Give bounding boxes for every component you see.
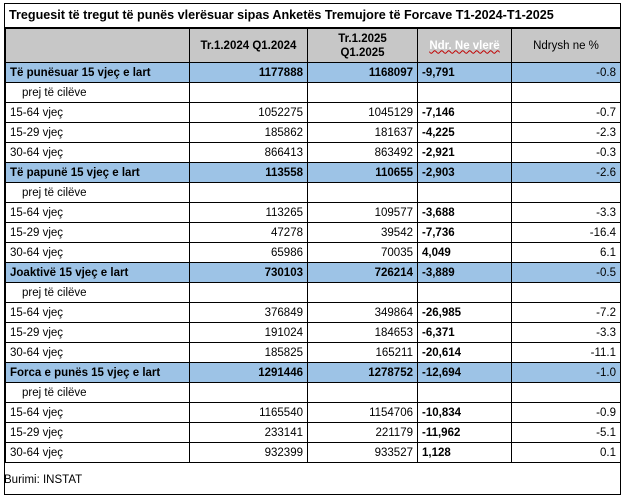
header-row bbox=[6, 29, 621, 63]
value-percent: -2.6 bbox=[512, 163, 621, 183]
section-row bbox=[6, 363, 621, 383]
subheader-row bbox=[6, 383, 621, 403]
value-percent: -2.3 bbox=[512, 123, 621, 143]
value-q1-2024: 1177888 bbox=[190, 63, 308, 83]
subheader-label: prej të cilëve bbox=[6, 383, 190, 403]
value-diff: -2,903 bbox=[418, 163, 512, 183]
section-label: Të punësuar 15 vjeç e lart bbox=[6, 63, 190, 83]
value-diff: -3,688 bbox=[418, 203, 512, 223]
empty-cell bbox=[418, 283, 512, 303]
section-label: Joaktivë 15 vjeç e lart bbox=[6, 263, 190, 283]
table-row bbox=[6, 403, 621, 423]
value-q1-2025: 1278752 bbox=[308, 363, 418, 383]
labour-market-table bbox=[5, 28, 621, 463]
value-percent: -0.7 bbox=[512, 103, 621, 123]
header-q1-2024: Tr.1.2024 Q1.2024 bbox=[190, 29, 308, 63]
table-row bbox=[6, 303, 621, 323]
value-q1-2024: 113558 bbox=[190, 163, 308, 183]
header-q1-2025 bbox=[308, 29, 418, 63]
empty-cell bbox=[512, 283, 621, 303]
section-label: Forca e punës 15 vjeç e lart bbox=[6, 363, 190, 383]
value-percent: 0.1 bbox=[512, 443, 621, 463]
section-row bbox=[6, 163, 621, 183]
value-diff: -26,985 bbox=[418, 303, 512, 323]
row-label: 15-64 vjeç bbox=[6, 203, 190, 223]
table-row bbox=[6, 143, 621, 163]
table-row bbox=[6, 223, 621, 243]
value-q1-2024: 1052275 bbox=[190, 103, 308, 123]
row-label: 15-64 vjeç bbox=[6, 303, 190, 323]
value-diff: -20,614 bbox=[418, 343, 512, 363]
row-label: 30-64 vjeç bbox=[6, 343, 190, 363]
value-q1-2024: 1291446 bbox=[190, 363, 308, 383]
subheader-row bbox=[6, 283, 621, 303]
value-diff: -7,146 bbox=[418, 103, 512, 123]
table-row bbox=[6, 323, 621, 343]
header-diff-percent: Ndrysh ne % bbox=[512, 29, 621, 63]
value-q1-2024: 185862 bbox=[190, 123, 308, 143]
value-diff: -10,834 bbox=[418, 403, 512, 423]
empty-cell bbox=[190, 183, 308, 203]
table-row bbox=[6, 443, 621, 463]
value-percent: -11.1 bbox=[512, 343, 621, 363]
value-diff: -6,371 bbox=[418, 323, 512, 343]
table-row bbox=[6, 203, 621, 223]
section-row bbox=[6, 63, 621, 83]
empty-cell bbox=[308, 383, 418, 403]
subheader-label: prej të cilëve bbox=[6, 283, 190, 303]
value-q1-2025: 39542 bbox=[308, 223, 418, 243]
value-percent: -16.4 bbox=[512, 223, 621, 243]
value-percent: 6.1 bbox=[512, 243, 621, 263]
value-q1-2025: 726214 bbox=[308, 263, 418, 283]
header-q1-2025-line1: Tr.1.2025 bbox=[338, 32, 387, 45]
empty-cell bbox=[418, 383, 512, 403]
value-q1-2024: 113265 bbox=[190, 203, 308, 223]
row-label: 30-64 vjeç bbox=[6, 243, 190, 263]
value-q1-2024: 185825 bbox=[190, 343, 308, 363]
row-label: 15-29 vjeç bbox=[6, 423, 190, 443]
source-note: Burimi: INSTAT bbox=[4, 474, 83, 486]
empty-cell bbox=[418, 83, 512, 103]
value-diff: 1,128 bbox=[418, 443, 512, 463]
row-label: 15-29 vjeç bbox=[6, 123, 190, 143]
section-row bbox=[6, 263, 621, 283]
table-frame bbox=[4, 3, 621, 495]
value-percent: -0.3 bbox=[512, 143, 621, 163]
value-q1-2024: 191024 bbox=[190, 323, 308, 343]
table-row bbox=[6, 103, 621, 123]
row-label: 15-29 vjeç bbox=[6, 323, 190, 343]
value-diff: -9,791 bbox=[418, 63, 512, 83]
value-percent: -0.5 bbox=[512, 263, 621, 283]
table-row bbox=[6, 423, 621, 443]
value-q1-2024: 932399 bbox=[190, 443, 308, 463]
value-diff: -11,962 bbox=[418, 423, 512, 443]
value-q1-2024: 233141 bbox=[190, 423, 308, 443]
value-q1-2025: 1045129 bbox=[308, 103, 418, 123]
empty-cell bbox=[308, 283, 418, 303]
value-percent: -3.3 bbox=[512, 323, 621, 343]
value-q1-2025: 110655 bbox=[308, 163, 418, 183]
value-diff: -3,889 bbox=[418, 263, 512, 283]
value-q1-2025: 863492 bbox=[308, 143, 418, 163]
subheader-label: prej të cilëve bbox=[6, 183, 190, 203]
value-q1-2024: 866413 bbox=[190, 143, 308, 163]
header-q1-2025-line2: Q1.2025 bbox=[340, 46, 385, 59]
section-label: Të papunë 15 vjeç e lart bbox=[6, 163, 190, 183]
value-q1-2024: 376849 bbox=[190, 303, 308, 323]
empty-cell bbox=[418, 183, 512, 203]
subheader-row bbox=[6, 183, 621, 203]
table-row bbox=[6, 123, 621, 143]
value-percent: -0.8 bbox=[512, 63, 621, 83]
table-title: Treguesit të tregut të punës vlerësuar sipas Anketës Tremujore të Forcave T1-2024-T1-2025 bbox=[5, 4, 620, 28]
value-q1-2024: 47278 bbox=[190, 223, 308, 243]
value-q1-2024: 65986 bbox=[190, 243, 308, 263]
row-label: 15-64 vjeç bbox=[6, 103, 190, 123]
empty-cell bbox=[190, 83, 308, 103]
value-q1-2024: 1165540 bbox=[190, 403, 308, 423]
value-percent: -3.3 bbox=[512, 203, 621, 223]
subheader-label: prej të cilëve bbox=[6, 83, 190, 103]
value-diff: -12,694 bbox=[418, 363, 512, 383]
empty-cell bbox=[512, 383, 621, 403]
row-label: 30-64 vjeç bbox=[6, 143, 190, 163]
empty-cell bbox=[308, 83, 418, 103]
empty-cell bbox=[190, 283, 308, 303]
value-diff: 4,049 bbox=[418, 243, 512, 263]
value-q1-2025: 184653 bbox=[308, 323, 418, 343]
header-label-cell bbox=[6, 29, 190, 63]
value-percent: -0.9 bbox=[512, 403, 621, 423]
header-diff-value: Ndr. Ne vlerë bbox=[418, 29, 512, 63]
value-diff: -7,736 bbox=[418, 223, 512, 243]
row-label: 30-64 vjeç bbox=[6, 443, 190, 463]
value-q1-2025: 1168097 bbox=[308, 63, 418, 83]
value-diff: -2,921 bbox=[418, 143, 512, 163]
empty-cell bbox=[308, 183, 418, 203]
value-q1-2025: 70035 bbox=[308, 243, 418, 263]
value-percent: -1.0 bbox=[512, 363, 621, 383]
subheader-row bbox=[6, 83, 621, 103]
value-q1-2024: 730103 bbox=[190, 263, 308, 283]
value-percent: -7.2 bbox=[512, 303, 621, 323]
value-q1-2025: 349864 bbox=[308, 303, 418, 323]
row-label: 15-29 vjeç bbox=[6, 223, 190, 243]
value-q1-2025: 109577 bbox=[308, 203, 418, 223]
value-q1-2025: 165211 bbox=[308, 343, 418, 363]
empty-cell bbox=[512, 83, 621, 103]
empty-cell bbox=[190, 383, 308, 403]
row-label: 15-64 vjeç bbox=[6, 403, 190, 423]
value-q1-2025: 181637 bbox=[308, 123, 418, 143]
value-q1-2025: 221179 bbox=[308, 423, 418, 443]
value-diff: -4,225 bbox=[418, 123, 512, 143]
value-q1-2025: 1154706 bbox=[308, 403, 418, 423]
empty-cell bbox=[512, 183, 621, 203]
value-q1-2025: 933527 bbox=[308, 443, 418, 463]
table-row bbox=[6, 243, 621, 263]
table-row bbox=[6, 343, 621, 363]
value-percent: -5.1 bbox=[512, 423, 621, 443]
